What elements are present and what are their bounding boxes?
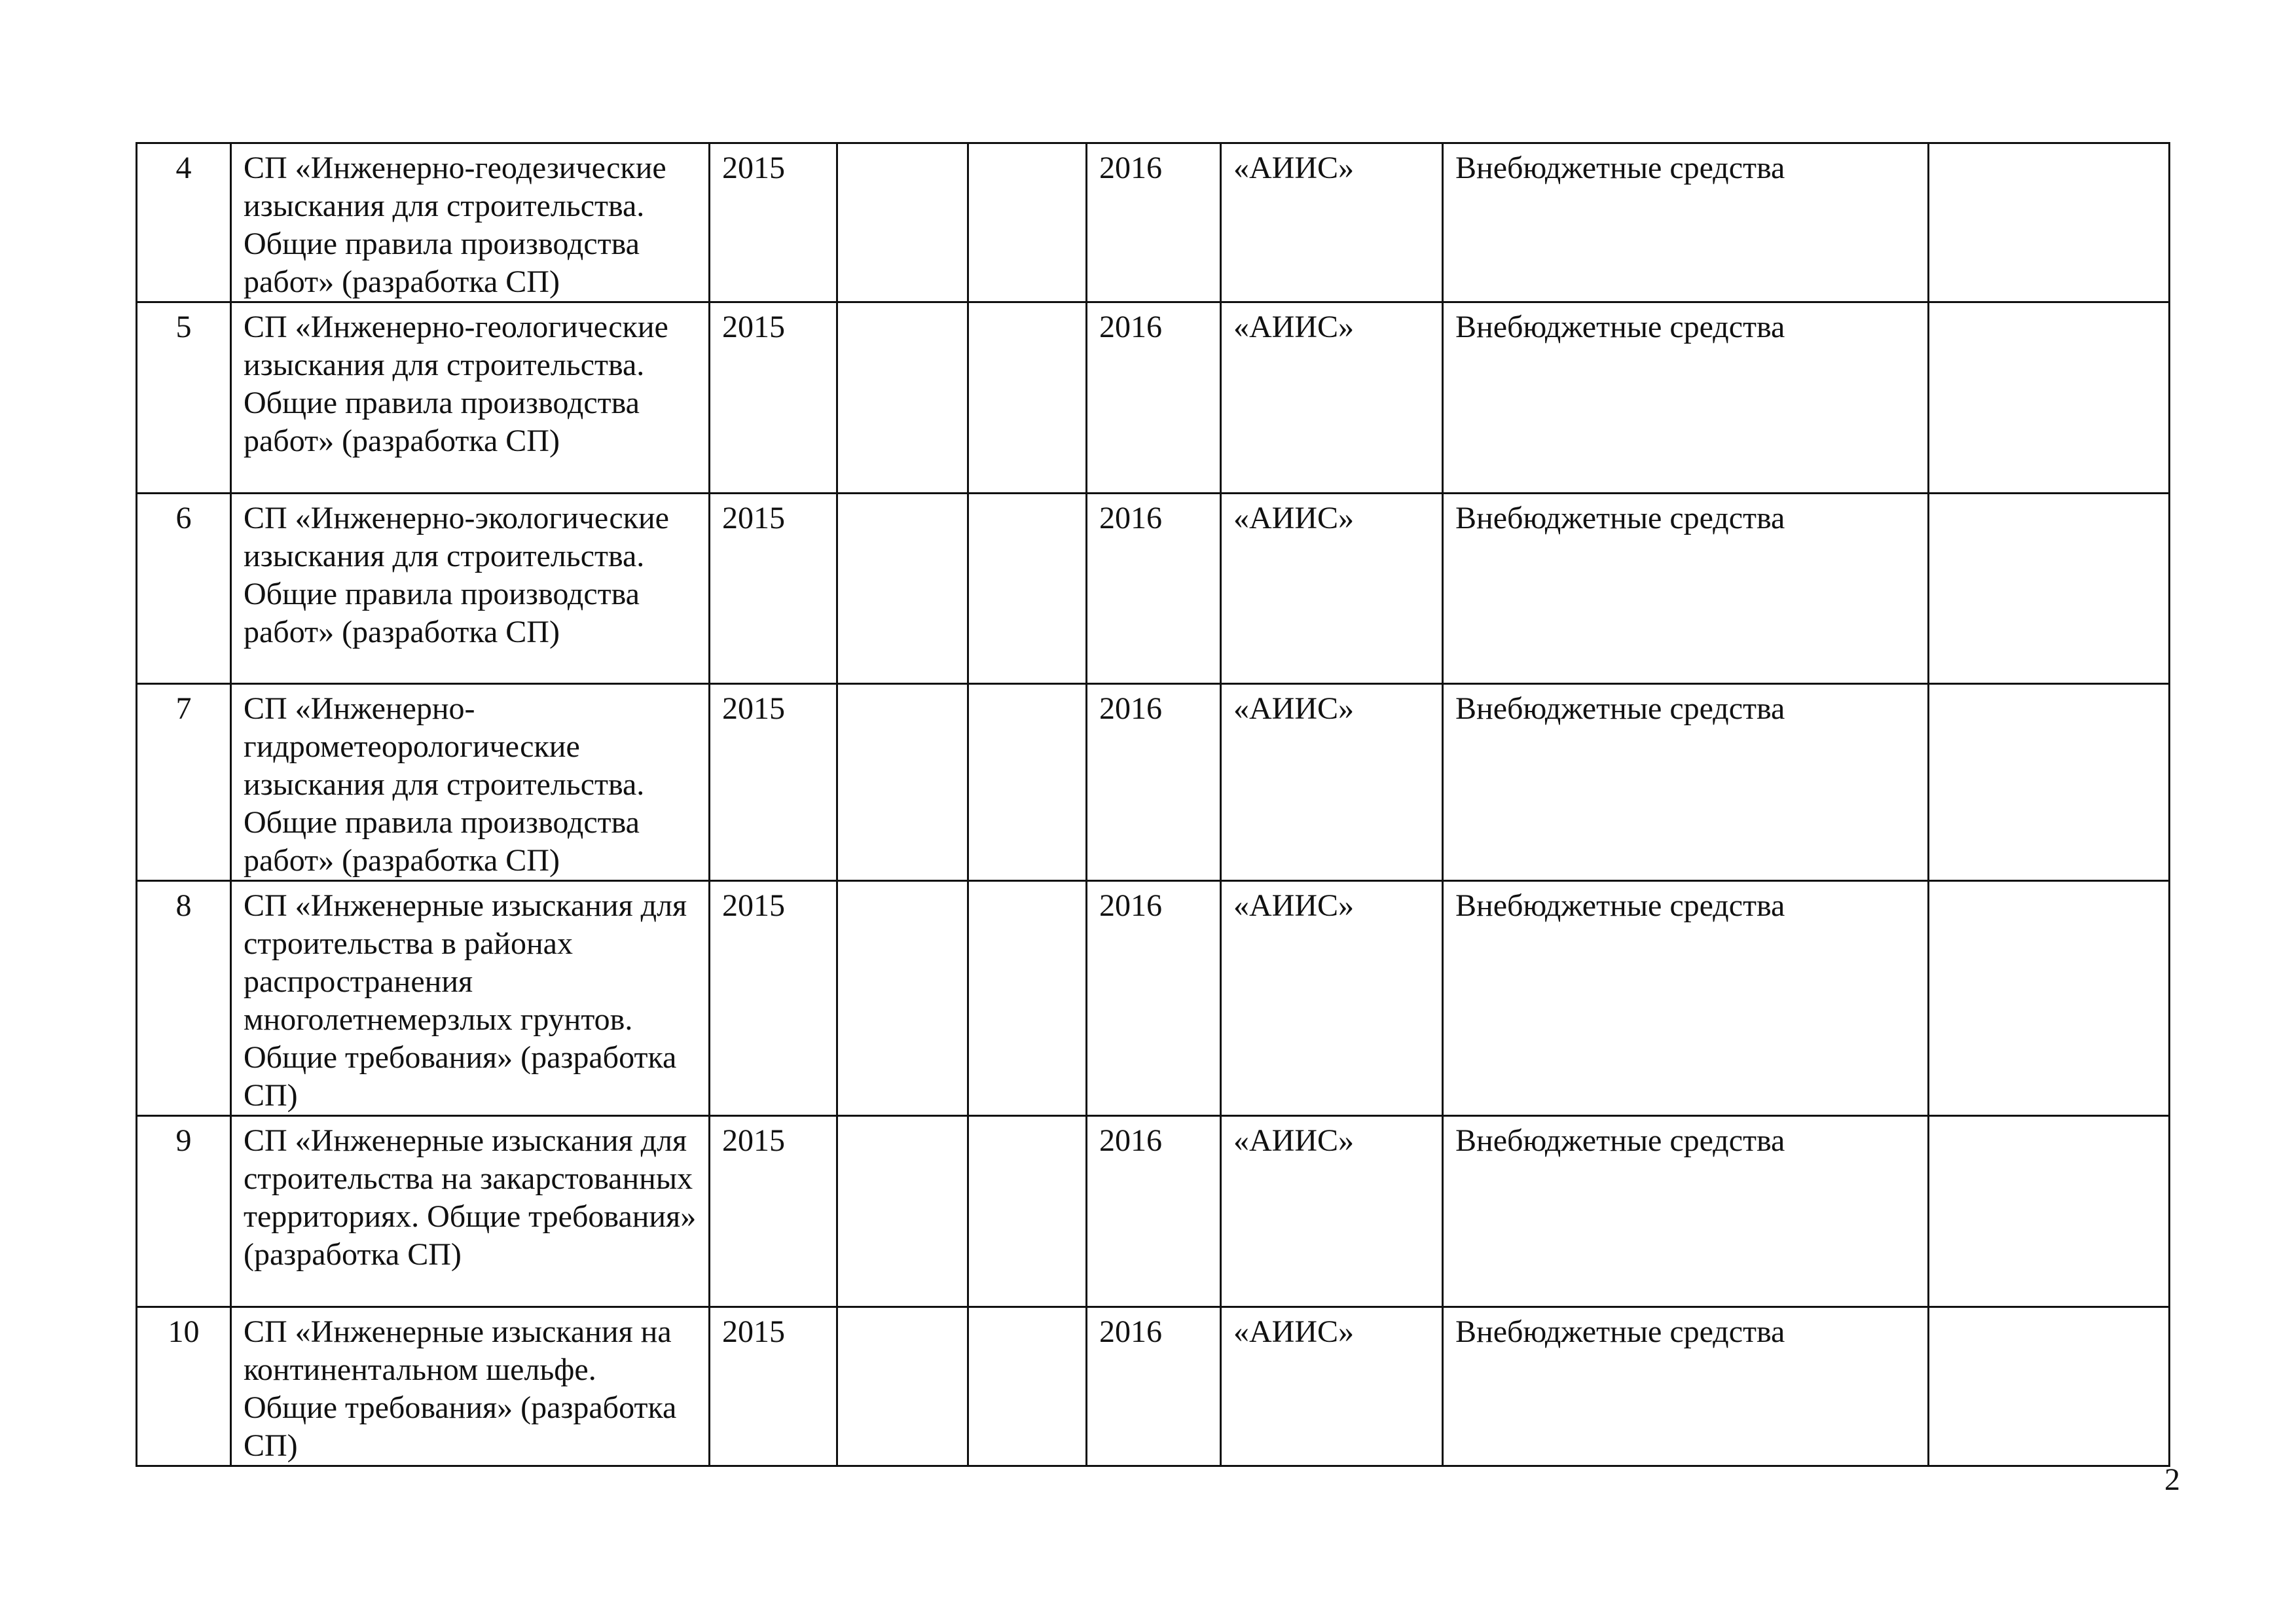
- row-executor: «АИИС»: [1221, 684, 1443, 881]
- row-number: 10: [137, 1307, 231, 1466]
- table-row: [137, 494, 2170, 684]
- table-row: [137, 143, 2170, 302]
- row-empty-cell: [837, 881, 968, 1116]
- row-funding: Внебюджетные средства: [1443, 1116, 1929, 1307]
- row-empty-cell: [968, 881, 1087, 1116]
- row-end-year: 2016: [1087, 494, 1221, 684]
- row-empty-cell: [968, 1116, 1087, 1307]
- table-row: [137, 881, 2170, 1116]
- row-number: 9: [137, 1116, 231, 1307]
- row-number: 6: [137, 494, 231, 684]
- row-title: СП «Инженерно-геодезические изыскания для строительства. Общие правила производства работ» (разработка СП): [231, 143, 710, 302]
- row-executor: «АИИС»: [1221, 1307, 1443, 1466]
- row-empty-cell: [837, 1307, 968, 1466]
- page-number: 2: [2164, 1462, 2180, 1497]
- row-note: [1929, 1307, 2170, 1466]
- row-start-year: 2015: [710, 494, 837, 684]
- row-executor: «АИИС»: [1221, 881, 1443, 1116]
- row-end-year: 2016: [1087, 881, 1221, 1116]
- row-start-year: 2015: [710, 302, 837, 494]
- row-empty-cell: [968, 494, 1087, 684]
- row-executor: «АИИС»: [1221, 143, 1443, 302]
- row-title: СП «Инженерно-экологические изыскания для строительства. Общие правила производства работ» (разработка СП): [231, 494, 710, 684]
- row-funding: Внебюджетные средства: [1443, 143, 1929, 302]
- row-executor: «АИИС»: [1221, 494, 1443, 684]
- row-start-year: 2015: [710, 143, 837, 302]
- row-executor: «АИИС»: [1221, 302, 1443, 494]
- row-title: СП «Инженерные изыскания для строительства на закарстованных территориях. Общие требования» (разработка СП): [231, 1116, 710, 1307]
- row-start-year: 2015: [710, 1307, 837, 1466]
- row-funding: Внебюджетные средства: [1443, 302, 1929, 494]
- row-note: [1929, 494, 2170, 684]
- row-end-year: 2016: [1087, 143, 1221, 302]
- row-title: СП «Инженерно-геологические изыскания для строительства. Общие правила производства работ» (разработка СП): [231, 302, 710, 494]
- row-end-year: 2016: [1087, 1307, 1221, 1466]
- row-title: СП «Инженерные изыскания для строительства в районах распространения многолетнемерзлых грунтов. Общие требования» (разработка СП): [231, 881, 710, 1116]
- standards-plan-table: [136, 142, 2170, 1467]
- row-note: [1929, 1116, 2170, 1307]
- row-empty-cell: [837, 494, 968, 684]
- row-number: 4: [137, 143, 231, 302]
- row-empty-cell: [837, 143, 968, 302]
- row-start-year: 2015: [710, 881, 837, 1116]
- table-row: [137, 302, 2170, 494]
- row-start-year: 2015: [710, 684, 837, 881]
- row-note: [1929, 684, 2170, 881]
- row-funding: Внебюджетные средства: [1443, 494, 1929, 684]
- row-end-year: 2016: [1087, 684, 1221, 881]
- row-start-year: 2015: [710, 1116, 837, 1307]
- row-number: 7: [137, 684, 231, 881]
- row-funding: Внебюджетные средства: [1443, 1307, 1929, 1466]
- row-number: 8: [137, 881, 231, 1116]
- row-funding: Внебюджетные средства: [1443, 881, 1929, 1116]
- row-empty-cell: [968, 302, 1087, 494]
- table-row: [137, 1116, 2170, 1307]
- row-empty-cell: [837, 684, 968, 881]
- row-number: 5: [137, 302, 231, 494]
- row-empty-cell: [968, 684, 1087, 881]
- row-title: СП «Инженерно-гидрометеорологические изыскания для строительства. Общие правила производства работ» (разработка СП): [231, 684, 710, 881]
- row-funding: Внебюджетные средства: [1443, 684, 1929, 881]
- row-note: [1929, 143, 2170, 302]
- row-end-year: 2016: [1087, 1116, 1221, 1307]
- row-note: [1929, 881, 2170, 1116]
- row-empty-cell: [968, 143, 1087, 302]
- row-title: СП «Инженерные изыскания на континентальном шельфе. Общие требования» (разработка СП): [231, 1307, 710, 1466]
- row-end-year: 2016: [1087, 302, 1221, 494]
- row-empty-cell: [837, 302, 968, 494]
- row-note: [1929, 302, 2170, 494]
- row-empty-cell: [968, 1307, 1087, 1466]
- table-row: [137, 684, 2170, 881]
- table-row: [137, 1307, 2170, 1466]
- row-executor: «АИИС»: [1221, 1116, 1443, 1307]
- row-empty-cell: [837, 1116, 968, 1307]
